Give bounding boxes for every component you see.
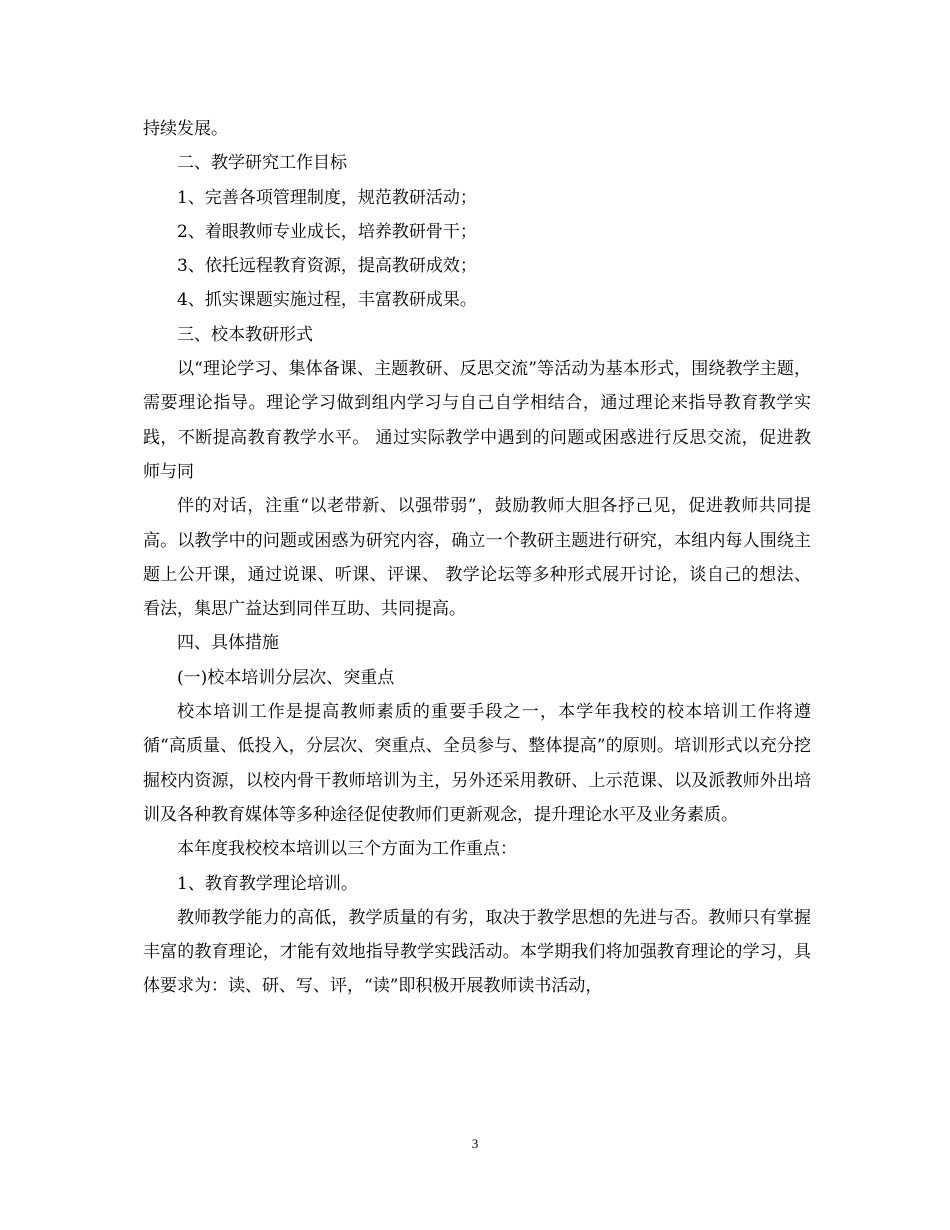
paragraph-peer-dialogue: 伴的对话，注重“以老带新、以强带弱”，鼓励教师大胆各抒己见，促进教师共同提高。以教学中的问题或困惑为研究内容，确立一个教研主题进行研究，本组内每人围绕主题上公开课，通过说课、听课、评课、 教学论坛等多种形式展开讨论，谈自己的想法、看法，集思广益达到同伴互助、共同提高。 — [143, 496, 811, 620]
list-item-goal-4: 4、抓实课题实施过程，丰富教研成果。 — [177, 290, 477, 311]
list-item-focus-1: 1、教育教学理论培训。 — [177, 873, 358, 894]
subsection-heading-1: (一)校本培训分层次、突重点 — [177, 667, 395, 688]
list-item-goal-1: 1、完善各项管理制度，规范教研活动； — [177, 187, 477, 208]
list-item-goal-3: 3、依托远程教育资源，提高教研成效； — [177, 256, 477, 277]
list-item-goal-2: 2、着眼教师专业成长，培养教研骨干； — [177, 221, 477, 242]
paragraph-research-form: 以“理论学习、集体备课、主题教研、反思交流”等活动为基本形式，围绕教学主题，需要理论指导。理论学习做到组内学习与自己自学相结合，通过理论来指导教育教学实践，不断提高教育教学水平。 通过实际教学中遇到的问题或困惑进行反思交流，促进教师与同 — [143, 359, 811, 482]
paragraph-training: 校本培训工作是提高教师素质的重要手段之一，本学年我校的校本培训工作将遵循“高质量、低投入，分层次、突重点、全员参与、整体提高”的原则。培训形式以充分挖掘校内资源，以校内骨干教师培训为主，另外还采用教研、上示范课、以及派教师外出培训及各种教育媒体等多种途径促使教师们更新观念，提升理论水平及业务素质。 — [143, 702, 811, 825]
paragraph-theory: 教师教学能力的高低，教学质量的有劣，取决于教学思想的先进与否。教师只有掌握丰富的教育理论，才能有效地指导教学实践活动。本学期我们将加强教育理论的学习，具体要求为：读、研、写、评，“读”即积极开展教师读书活动， — [143, 907, 811, 997]
paragraph-focus: 本年度我校校本培训以三个方面为工作重点： — [177, 839, 517, 860]
section-heading-3: 三、校本教研形式 — [177, 324, 313, 345]
paragraph-1: 持续发展。 — [143, 119, 228, 139]
document-body — [143, 112, 811, 1004]
section-heading-4: 四、具体措施 — [177, 633, 279, 654]
section-heading-2: 二、教学研究工作目标 — [177, 153, 347, 174]
page-number: 3 — [471, 1136, 479, 1151]
